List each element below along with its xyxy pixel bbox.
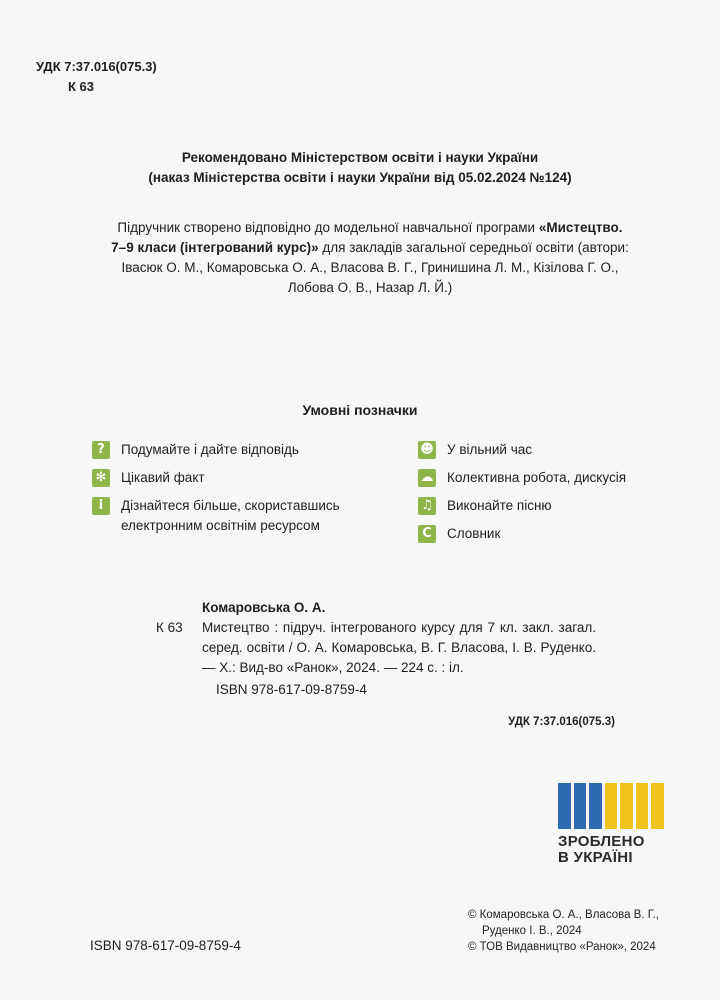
legend-label: У вільний час [447, 442, 532, 457]
author-mark: К 63 [68, 79, 95, 94]
logo-stripes [558, 783, 664, 829]
legend-title: Умовні позначки [302, 402, 418, 418]
logo-caption-line2: В УКРАЇНІ [558, 849, 633, 866]
program-note-prefix: Підручник створено відповідно до модельної навчальної програми [117, 220, 539, 235]
program-note [110, 218, 630, 298]
program-title: «Мистецтво. 7–9 класи (інтегрований курс)» [111, 220, 623, 255]
isbn-footer: ISBN 978-617-09-8759-4 [90, 938, 241, 953]
info-icon: i [92, 497, 110, 515]
legend-item [418, 440, 698, 460]
legend-label: Подумайте і дайте відповідь [121, 442, 299, 457]
discussion-icon: ☁ [418, 469, 436, 487]
legend-right-column [418, 440, 698, 552]
legend-label: Цікавий факт [121, 470, 205, 485]
dictionary-icon: С [418, 525, 436, 543]
copyright-publisher: © ТОВ Видавництво «Ранок», 2024 [468, 941, 656, 953]
legend-item [92, 468, 392, 488]
legend-label: Словник [447, 526, 501, 541]
catalog-record [156, 598, 596, 700]
logo-stripe-yellow [651, 783, 664, 829]
copyright-block [468, 907, 659, 955]
udk-footer: УДК 7:37.016(075.3) [508, 716, 615, 728]
legend-left-column [92, 440, 392, 544]
catalog-isbn: ISBN 978-617-09-8759-4 [216, 682, 367, 697]
legend-item [418, 468, 698, 488]
logo-stripe-yellow [620, 783, 633, 829]
recommendation-line: Рекомендовано Міністерством освіти і науки України [181, 150, 539, 165]
made-in-ukraine-logo [558, 783, 664, 866]
legend-label: Виконайте пісню [447, 498, 552, 513]
music-note-icon: ♫ [418, 497, 436, 515]
logo-stripe-blue [574, 783, 587, 829]
legend-label: Дізнайтеся більше, скориставшись електронним освітнім ресурсом [121, 498, 340, 533]
legend-item [418, 524, 698, 544]
logo-stripe-yellow [636, 783, 649, 829]
logo-caption [558, 834, 664, 866]
udk-header [36, 57, 157, 97]
catalog-author: Комаровська О. А. [202, 600, 326, 615]
udk-code: УДК 7:37.016(075.3) [36, 59, 157, 74]
question-icon: ? [92, 441, 110, 459]
order-line: (наказ Міністерства освіти і науки України від 05.02.2024 №124) [148, 170, 572, 185]
catalog-entry [156, 618, 596, 678]
ministry-recommendation [0, 148, 720, 188]
smiley-icon: ☻ [418, 441, 436, 459]
catalog-code: К 63 [156, 620, 183, 635]
copyright-authors-cont: Руденко І. В., 2024 [482, 925, 582, 937]
catalog-description: Мистецтво : підруч. інтегрованого курсу для 7 кл. закл. загал. серед. освіти / О. А. Комаровська, В. Г. Власова, І. В. Руденко. — Х.: Вид-во «Ранок», 2024. — 224 с. : іл. [202, 620, 596, 675]
legend-item [92, 440, 392, 460]
star-fact-icon: ✻ [92, 469, 110, 487]
logo-stripe-blue [558, 783, 571, 829]
legend-label: Колективна робота, дискусія [447, 470, 627, 485]
legend-item [418, 496, 698, 516]
logo-stripe-blue [589, 783, 602, 829]
logo-caption-line1: ЗРОБЛЕНО [558, 833, 645, 850]
legend-item [92, 496, 392, 536]
copyright-authors: © Комаровська О. А., Власова В. Г., [468, 909, 659, 921]
logo-stripe-yellow [605, 783, 618, 829]
program-note-suffix: для закладів загальної середньої освіти (автори: Івасюк О. М., Комаровська О. А., Власова В. Г., Гринишина Л. М., Кізілова Г. О., Лобова О. В., Назар Л. Й.) [121, 240, 629, 295]
